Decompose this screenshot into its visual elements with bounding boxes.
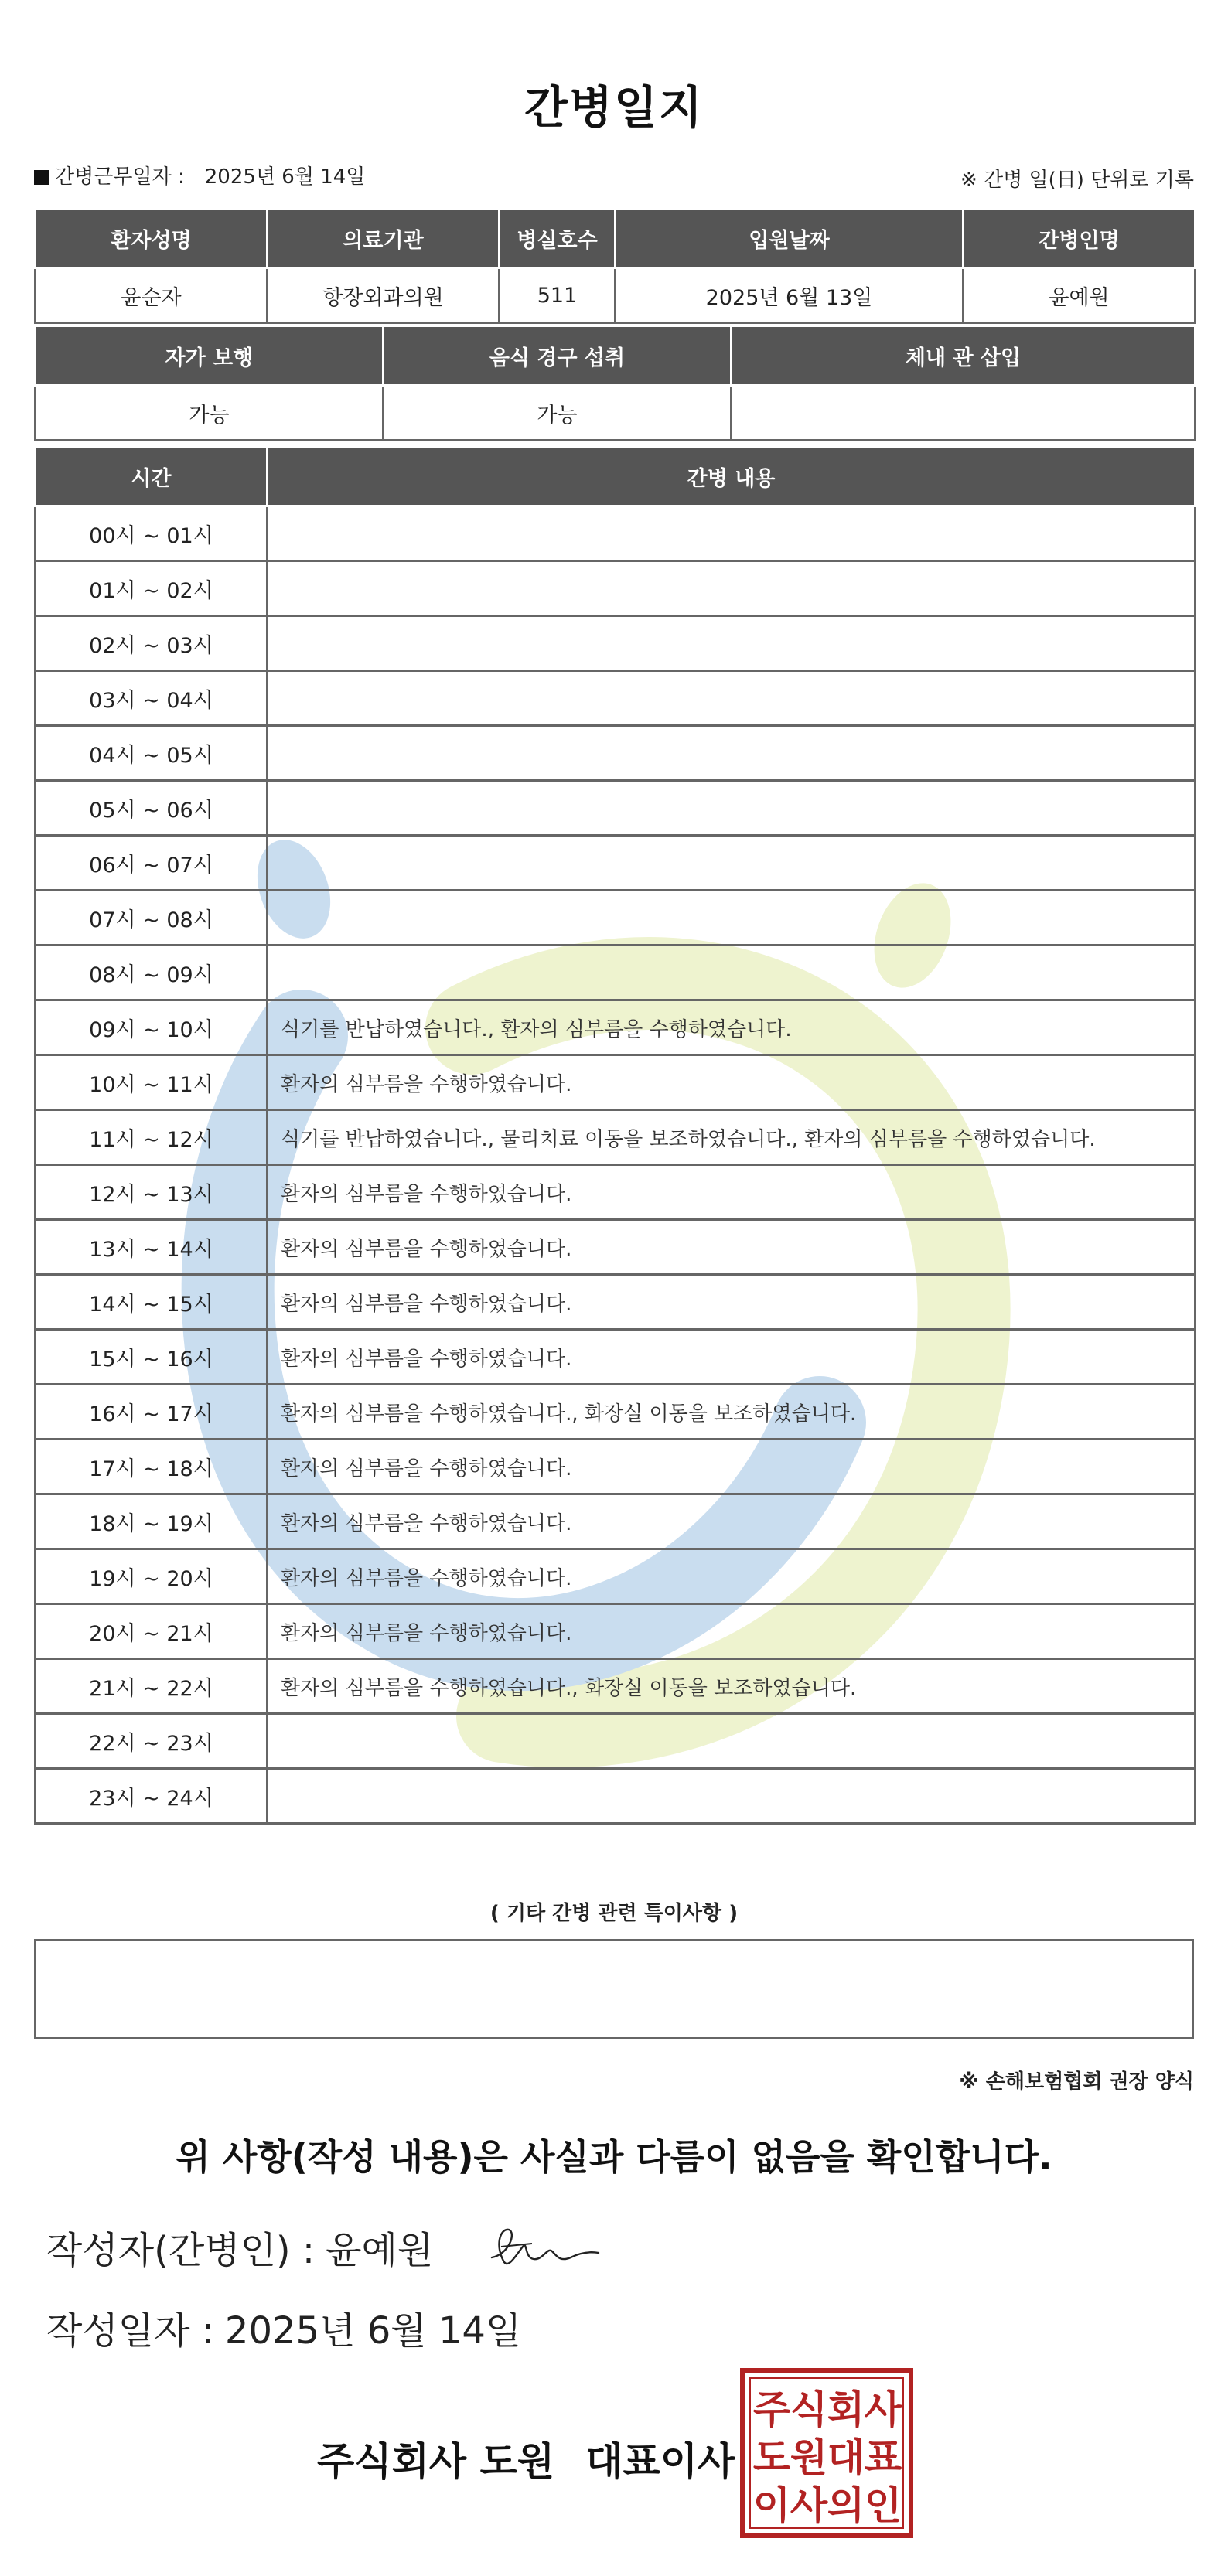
care-log-table <box>34 445 1196 1825</box>
care-log-content <box>268 726 1196 781</box>
care-log-content <box>268 781 1196 836</box>
patient-status-table <box>34 325 1196 441</box>
svg-text:의: 의 <box>827 2483 865 2528</box>
care-log-row <box>36 1330 1196 1385</box>
svg-text:도: 도 <box>752 2435 791 2480</box>
care-log-time: 06시 ~ 07시 <box>36 836 268 891</box>
care-log-time: 02시 ~ 03시 <box>36 616 268 671</box>
care-log-time: 07시 ~ 08시 <box>36 891 268 946</box>
header-oral-intake: 음식 경구 섭취 <box>384 326 732 386</box>
hospital-value: 항장외과의원 <box>268 268 500 323</box>
care-log-row <box>36 1165 1196 1220</box>
square-bullet-icon <box>34 170 49 185</box>
room-number-value: 511 <box>500 268 616 323</box>
work-date-label: 간병근무일자 : <box>55 165 185 189</box>
care-log-time: 01시 ~ 02시 <box>36 561 268 616</box>
care-log-content: 환자의 심부름을 수행하였습니다. <box>268 1055 1196 1110</box>
status-header-row <box>36 326 1196 386</box>
care-log-time: 08시 ~ 09시 <box>36 946 268 1000</box>
care-log-row <box>36 671 1196 726</box>
care-log-time: 16시 ~ 17시 <box>36 1385 268 1440</box>
header-care-content: 간병 내용 <box>268 447 1196 506</box>
recommend-note: ※ 손해보험협회 권장 양식 <box>959 2070 1194 2094</box>
svg-text:원: 원 <box>790 2435 828 2480</box>
work-date-line <box>34 161 365 189</box>
care-log-content <box>268 946 1196 1000</box>
header-patient-name: 환자성명 <box>36 209 268 268</box>
care-log-time: 12시 ~ 13시 <box>36 1165 268 1220</box>
care-log-time: 20시 ~ 21시 <box>36 1604 268 1659</box>
header-caregiver-name: 간병인명 <box>964 209 1196 268</box>
header-self-walking: 자가 보행 <box>36 326 384 386</box>
svg-text:인: 인 <box>864 2483 902 2528</box>
care-log-content: 환자의 심부름을 수행하였습니다. <box>268 1494 1196 1549</box>
care-log-content <box>268 506 1196 561</box>
care-log-row <box>36 1110 1196 1165</box>
company-seal-stamp <box>739 2367 914 2539</box>
status-value-row <box>36 386 1196 441</box>
care-log-row <box>36 1769 1196 1824</box>
svg-text:표: 표 <box>864 2435 902 2480</box>
caregiver-name-value: 윤예원 <box>964 268 1196 323</box>
care-log-row <box>36 1385 1196 1440</box>
care-log-time: 23시 ~ 24시 <box>36 1769 268 1824</box>
patient-name-value: 윤순자 <box>36 268 268 323</box>
care-log-content <box>268 671 1196 726</box>
svg-text:주: 주 <box>752 2387 791 2432</box>
writer-line <box>46 2220 433 2274</box>
svg-text:대: 대 <box>827 2435 865 2480</box>
writer-label: 작성자(간병인) : <box>46 2229 316 2272</box>
svg-text:사: 사 <box>864 2387 902 2432</box>
care-log-row <box>36 1494 1196 1549</box>
write-date-value: 2025년 6월 14일 <box>224 2309 522 2353</box>
care-log-content: 환자의 심부름을 수행하였습니다., 화장실 이동을 보조하였습니다. <box>268 1385 1196 1440</box>
handwritten-signature <box>486 2223 602 2278</box>
care-log-row <box>36 1659 1196 1714</box>
care-log-time: 19시 ~ 20시 <box>36 1549 268 1604</box>
confirmation-statement: 위 사항(작성 내용)은 사실과 다름이 없음을 확인합니다. <box>176 2136 1052 2178</box>
write-date-line <box>46 2301 521 2354</box>
care-log-time: 05시 ~ 06시 <box>36 781 268 836</box>
write-date-label: 작성일자 : <box>46 2309 214 2353</box>
care-log-content: 식기를 반납하였습니다., 환자의 심부름을 수행하였습니다. <box>268 1000 1196 1055</box>
care-log-row <box>36 891 1196 946</box>
care-log-time: 21시 ~ 22시 <box>36 1659 268 1714</box>
self-walking-value: 가능 <box>36 386 384 441</box>
care-log-row <box>36 726 1196 781</box>
svg-text:사: 사 <box>790 2483 828 2528</box>
care-log-content: 환자의 심부름을 수행하였습니다., 화장실 이동을 보조하였습니다. <box>268 1659 1196 1714</box>
svg-text:식: 식 <box>790 2387 828 2432</box>
care-log-content <box>268 1769 1196 1824</box>
care-log-content: 환자의 심부름을 수행하였습니다. <box>268 1220 1196 1275</box>
care-log-time: 09시 ~ 10시 <box>36 1000 268 1055</box>
care-log-content: 환자의 심부름을 수행하였습니다. <box>268 1549 1196 1604</box>
header-room-number: 병실호수 <box>500 209 616 268</box>
record-note: ※ 간병 일(日) 단위로 기록 <box>960 169 1194 192</box>
svg-text:이: 이 <box>752 2483 791 2528</box>
care-log-time: 17시 ~ 18시 <box>36 1440 268 1494</box>
care-log-row <box>36 561 1196 616</box>
care-log-time: 00시 ~ 01시 <box>36 506 268 561</box>
svg-text:회: 회 <box>827 2387 865 2432</box>
care-log-body <box>36 506 1196 1824</box>
care-log-row <box>36 1220 1196 1275</box>
care-log-row <box>36 946 1196 1000</box>
care-log-time: 13시 ~ 14시 <box>36 1220 268 1275</box>
tube-insertion-value <box>732 386 1196 441</box>
company-name: 주식회사 도원 <box>317 2439 555 2484</box>
care-log-content <box>268 616 1196 671</box>
care-log-time: 18시 ~ 19시 <box>36 1494 268 1549</box>
care-log-row <box>36 781 1196 836</box>
care-log-content <box>268 561 1196 616</box>
care-log-row <box>36 836 1196 891</box>
company-line <box>317 2431 735 2486</box>
care-log-row <box>36 1000 1196 1055</box>
writer-name: 윤예원 <box>326 2229 434 2272</box>
care-log-row <box>36 506 1196 561</box>
patient-info-header-row <box>36 209 1196 268</box>
care-log-content <box>268 1714 1196 1769</box>
care-log-row <box>36 1714 1196 1769</box>
header-admission-date: 입원날짜 <box>616 209 964 268</box>
patient-info-table <box>34 207 1196 324</box>
care-log-content <box>268 891 1196 946</box>
care-log-time: 04시 ~ 05시 <box>36 726 268 781</box>
care-log-row <box>36 1604 1196 1659</box>
header-tube-insertion: 체내 관 삽입 <box>732 326 1196 386</box>
care-log-row <box>36 1549 1196 1604</box>
care-log-time: 03시 ~ 04시 <box>36 671 268 726</box>
notes-box <box>34 1939 1194 2039</box>
care-log-content: 환자의 심부름을 수행하였습니다. <box>268 1330 1196 1385</box>
care-log-content: 환자의 심부름을 수행하였습니다. <box>268 1275 1196 1330</box>
care-log-time: 15시 ~ 16시 <box>36 1330 268 1385</box>
care-log-content: 환자의 심부름을 수행하였습니다. <box>268 1165 1196 1220</box>
patient-info-value-row <box>36 268 1196 323</box>
care-log-content: 환자의 심부름을 수행하였습니다. <box>268 1604 1196 1659</box>
header-time: 시간 <box>36 447 268 506</box>
header-hospital: 의료기관 <box>268 209 500 268</box>
admission-date-value: 2025년 6월 13일 <box>616 268 964 323</box>
care-log-row <box>36 616 1196 671</box>
care-log-time: 14시 ~ 15시 <box>36 1275 268 1330</box>
work-date-value: 2025년 6월 14일 <box>204 165 366 189</box>
care-log-content: 환자의 심부름을 수행하였습니다. <box>268 1440 1196 1494</box>
care-log-row <box>36 1275 1196 1330</box>
company-title: 대표이사 <box>585 2439 735 2484</box>
page-title: 간병일지 <box>524 81 704 134</box>
care-log-header-row <box>36 447 1196 506</box>
oral-intake-value: 가능 <box>384 386 732 441</box>
notes-title: ( 기타 간병 관련 특이사항 ) <box>489 1902 739 1925</box>
care-log-time: 11시 ~ 12시 <box>36 1110 268 1165</box>
care-log-time: 10시 ~ 11시 <box>36 1055 268 1110</box>
care-log-row <box>36 1055 1196 1110</box>
care-log-time: 22시 ~ 23시 <box>36 1714 268 1769</box>
care-log-content: 식기를 반납하였습니다., 물리치료 이동을 보조하였습니다., 환자의 심부름을 수행하였습니다. <box>268 1110 1196 1165</box>
care-log-row <box>36 1440 1196 1494</box>
care-log-content <box>268 836 1196 891</box>
